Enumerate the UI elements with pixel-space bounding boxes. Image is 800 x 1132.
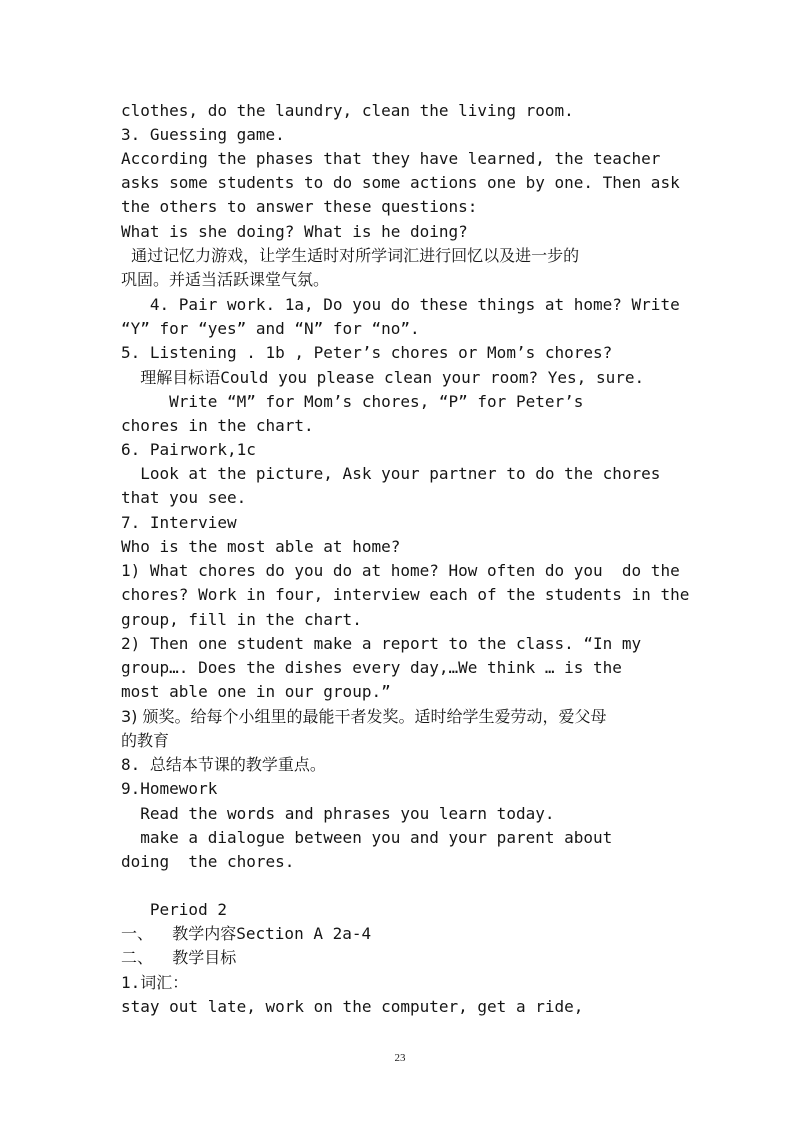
text-line: Read the words and phrases you learn today. <box>121 804 555 823</box>
text-line: Who is the most able at home? <box>121 537 401 556</box>
text-line: group…. Does the dishes every day,…We think … is the <box>121 658 622 677</box>
text-line: that you see. <box>121 488 247 507</box>
text-line: 6. Pairwork,1c <box>121 440 256 459</box>
text-line: 巩固。并适当活跃课堂气氛。 <box>121 270 330 289</box>
text-line: 3) 颁奖。给每个小组里的最能干者发奖。适时给学生爱劳动，爱父母 <box>121 707 607 726</box>
text-line: most able one in our group.” <box>121 682 391 701</box>
text-line: 8. 总结本节课的教学重点。 <box>121 755 326 774</box>
text-line: “Y” for “yes” and “N” for “no”. <box>121 319 420 338</box>
text-line: 5. Listening . 1b , Peter’s chores or Mom’s chores? <box>121 343 613 362</box>
text-line: the others to answer these questions: <box>121 197 478 216</box>
text-line: 理解目标语Could you please clean your room? Yes, sure. <box>121 368 645 387</box>
text-line: 二、 教学目标 <box>121 948 237 967</box>
text-line: asks some students to do some actions one by one. Then ask <box>121 173 680 192</box>
text-line: chores in the chart. <box>121 416 314 435</box>
text-line: doing the chores. <box>121 852 295 871</box>
text-line: 1) What chores do you do at home? How often do you do the <box>121 561 680 580</box>
text-line: 3. Guessing game. <box>121 125 285 144</box>
text-line: 1.词汇： <box>121 973 189 992</box>
text-line: According the phases that they have learned, the teacher <box>121 149 661 168</box>
text-line: 7. Interview <box>121 513 237 532</box>
text-line: stay out late, work on the computer, get a ride, <box>121 997 584 1016</box>
text-line: 4. Pair work. 1a, Do you do these things at home? Write <box>121 295 680 314</box>
text-line: 通过记忆力游戏，让学生适时对所学词汇进行回忆以及进一步的 <box>121 246 580 265</box>
text-line: Look at the picture, Ask your partner to do the chores <box>121 464 661 483</box>
text-line: clothes, do the laundry, clean the living room. <box>121 101 574 120</box>
text-line: 9.Homework <box>121 779 218 798</box>
text-line: group, fill in the chart. <box>121 610 362 629</box>
text-line: chores? Work in four, interview each of the students in the <box>121 585 690 604</box>
text-line: 一、 教学内容Section A 2a-4 <box>121 924 372 943</box>
section-heading: Period 2 <box>121 900 227 919</box>
text-line: 的教育 <box>121 731 170 750</box>
text-line: 2) Then one student make a report to the class. “In my <box>121 634 642 653</box>
text-line: Write “M” for Mom’s chores, “P” for Peter’s <box>121 392 584 411</box>
text-line: What is she doing? What is he doing? <box>121 222 468 241</box>
page-number: 23 <box>394 1052 406 1064</box>
text-line: make a dialogue between you and your parent about <box>121 828 613 847</box>
